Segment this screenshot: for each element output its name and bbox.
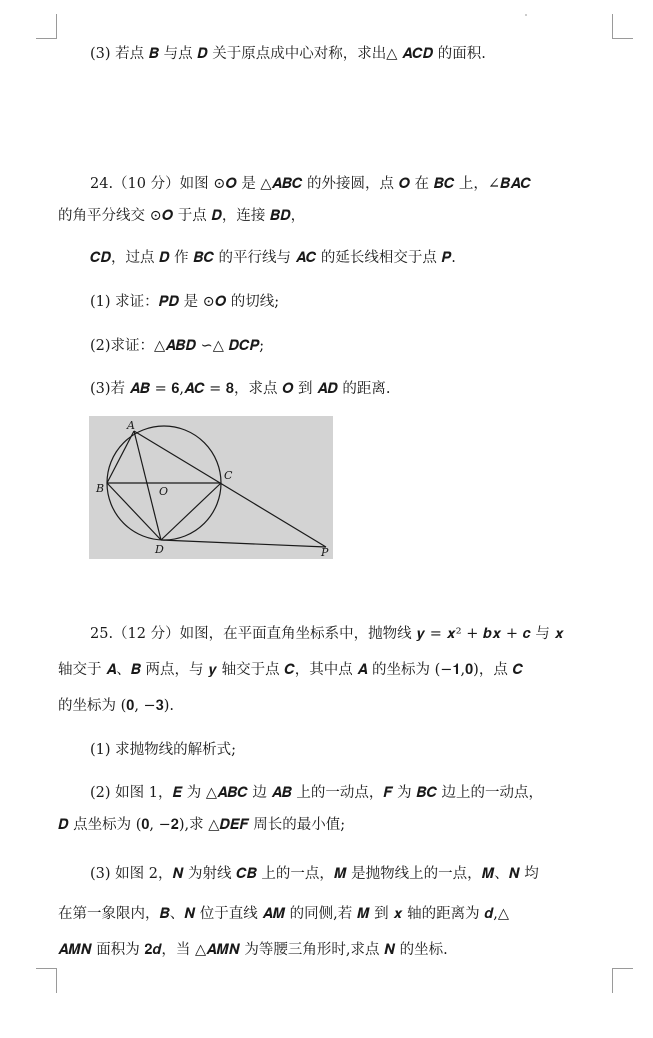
label-a: A [127, 419, 135, 432]
scan-speck [525, 14, 527, 16]
q25-part3-line3: 𝑨𝑴𝑵 面积为 𝟐𝒅，当 △𝑨𝑴𝑵 为等腰三角形时,求点 𝑵 的坐标. [58, 942, 448, 958]
q24-stem-line2: 的角平分线交 ⊙𝑶 于点 𝑫，连接 𝑩𝑫， [58, 208, 306, 224]
q24-part3: (3)若 𝑨𝑩 = 𝟔,𝑨𝑪 = 𝟖，求点 𝑶 到 𝑨𝑫 的距离. [90, 381, 391, 397]
label-b: B [96, 482, 105, 495]
q25-part3-line1: (3) 如图 2，𝑵 为射线 𝑪𝑩 上的一点，𝑴 是抛物线上的一点，𝑴、𝑵 均 [90, 866, 539, 882]
q24-part1: (1) 求证：𝑷𝑫 是 ⊙𝑶 的切线; [90, 294, 280, 310]
label-o: O [159, 485, 169, 498]
q24-stem-line1: 24.（10 分）如图 ⊙𝑶 是 △𝑨𝑩𝑪 的外接圆，点 𝑶 在 𝑩𝑪 上，∠𝑩𝑨𝑪 [90, 176, 531, 192]
label-p: P [321, 546, 329, 559]
q25-part2-line1: (2) 如图 1，𝑬 为 △𝑨𝑩𝑪 边 𝑨𝑩 上的一动点，𝑭 为 𝑩𝑪 边上的一动点， [90, 785, 544, 801]
label-c: C [224, 469, 233, 482]
q24-stem-line3: 𝑪𝑫，过点 𝑫 作 𝑩𝑪 的平行线与 𝑨𝑪 的延长线相交于点 𝑷. [90, 250, 456, 266]
q23-part3: (3) 若点 𝑩 与点 𝑫 关于原点成中心对称，求出△ 𝑨𝑪𝑫 的面积. [90, 46, 486, 62]
q25-stem-line1: 25.（12 分）如图，在平面直角坐标系中，抛物线 𝒚 = 𝒙² + 𝒃𝒙 + 𝒄 与 𝒙 [90, 626, 564, 642]
q24-part2: (2)求证：△𝑨𝑩𝑫 ∽△ 𝑫𝑪𝑷; [90, 338, 265, 354]
page-corner-mark [612, 968, 633, 993]
page-corner-mark [612, 14, 633, 39]
label-d: D [155, 543, 164, 556]
q25-part3-line2: 在第一象限内，𝑩、𝑵 位于直线 𝑨𝑴 的同侧,若 𝑴 到 𝒙 轴的距离为 𝒅,△ [58, 906, 510, 922]
page-corner-mark [36, 14, 57, 39]
figure-background [89, 416, 333, 559]
q24-geometry-figure [89, 416, 333, 559]
q25-stem-line3: 的坐标为 (𝟎, −𝟑). [58, 698, 175, 714]
q25-stem-line2: 轴交于 𝑨、𝑩 两点，与 𝒚 轴交于点 𝑪，其中点 𝑨 的坐标为 (−𝟏,𝟎)，点 𝑪 [58, 662, 523, 678]
q25-part1: (1) 求抛物线的解析式; [90, 742, 237, 758]
q25-part2-line2: 𝑫 点坐标为 (𝟎, −𝟐),求 △𝑫𝑬𝑭 周长的最小值; [58, 817, 346, 833]
page-corner-mark [36, 968, 57, 993]
